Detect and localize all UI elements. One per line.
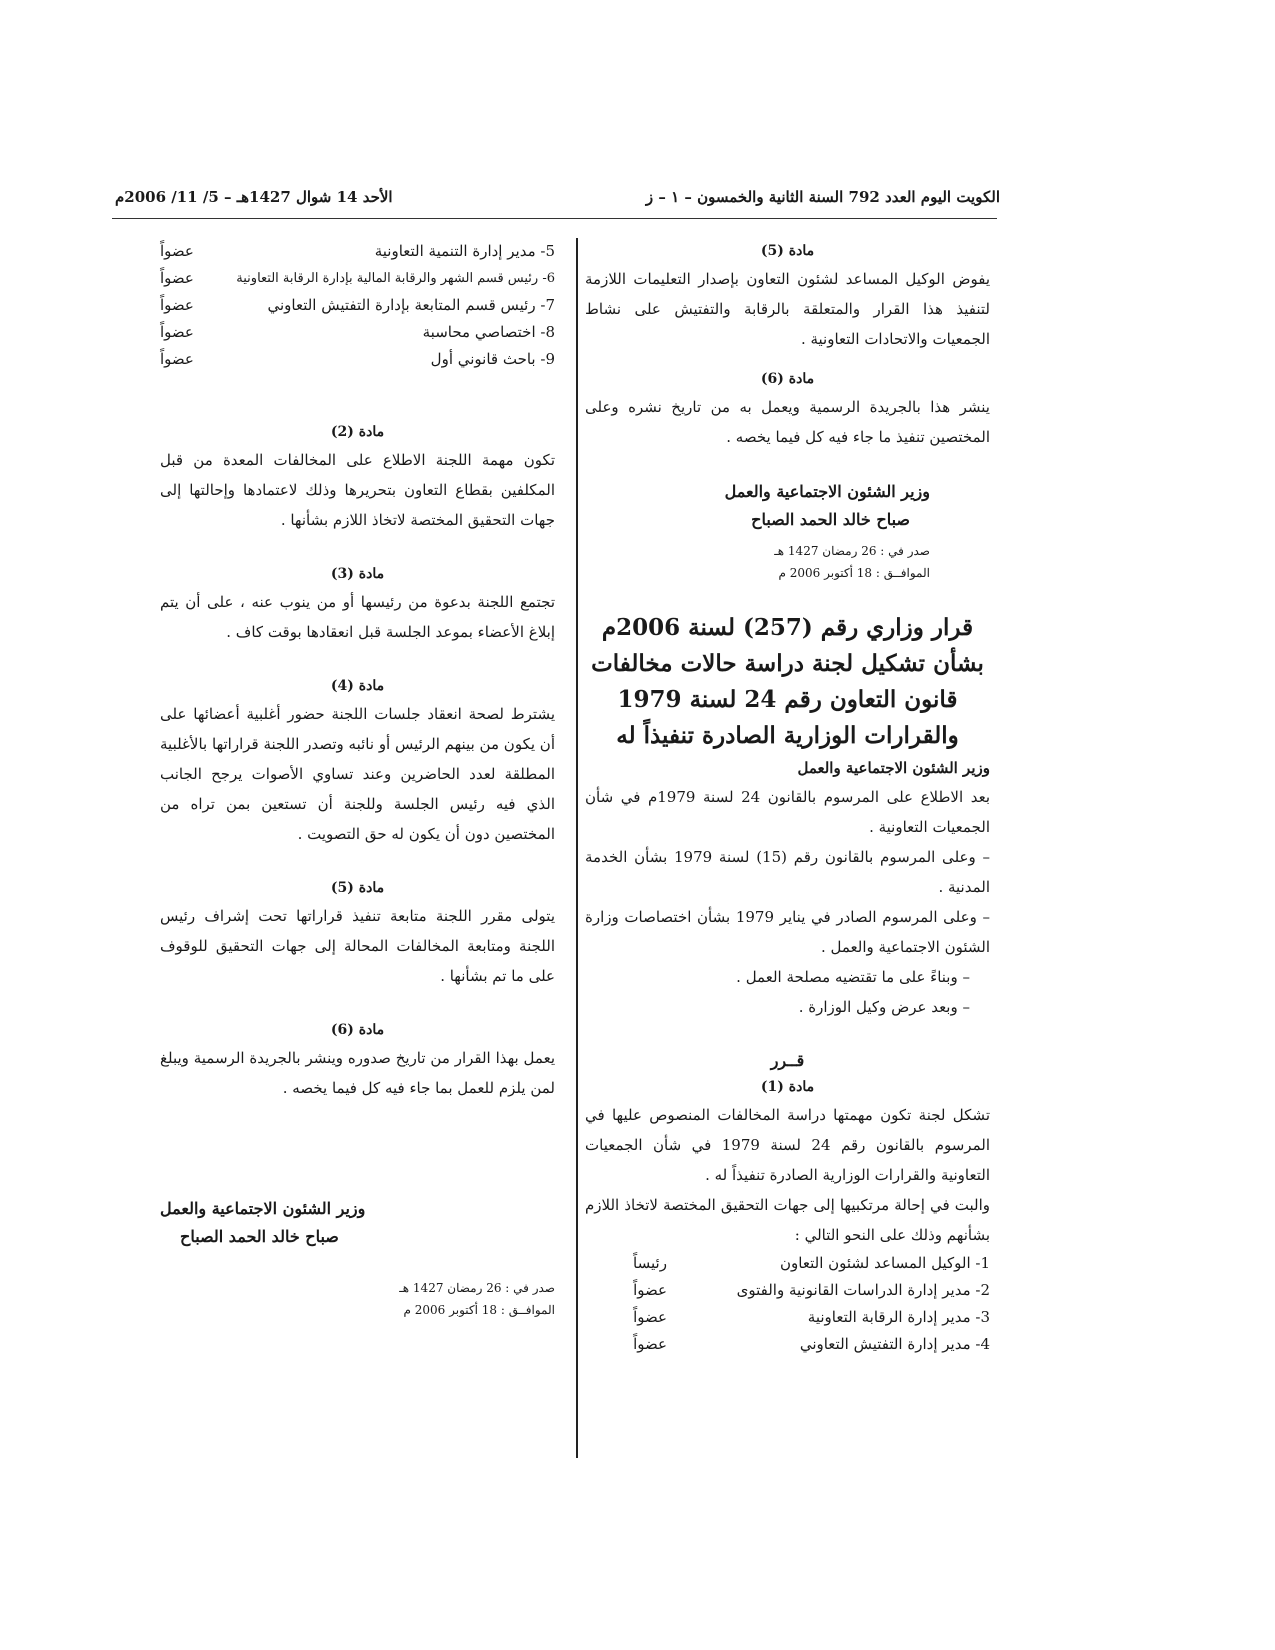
member-row: [160, 319, 555, 346]
member-row: [160, 265, 555, 292]
member-role: عضواً: [633, 1308, 667, 1326]
article-text: يشترط لصحة انعقاد جلسات اللجنة حضور أغلبية أعضائها على أن يكون من بينهم الرئيس أو نائبه وتصدر اللجنة قراراتها بالأغلبية المطلقة لعدد الحاضرين وعند تساوي الأصوات يرجح الجانب الذي فيه رئيس الجلسة وللجنة أن تستعين بمن تراه من المختصين دون أن يكون له حق التصويت .: [160, 705, 555, 843]
member-row: [160, 292, 555, 319]
preamble-line: بعد الاطلاع على المرسوم بالقانون 24 لسنة 1979م في شأن الجمعيات التعاونية .: [585, 788, 990, 836]
member-row: [615, 1277, 990, 1304]
member-name: 1- الوكيل المساعد لشئون التعاون: [780, 1254, 990, 1272]
corresponding-date: الموافــق : 18 أكتوبر 2006 م: [778, 566, 930, 580]
article-heading: مادة (2): [330, 424, 385, 440]
column-divider: [576, 238, 578, 1458]
member-row: [160, 346, 555, 373]
member-name: 5- مدير إدارة التنمية التعاونية: [374, 242, 555, 260]
header-issue-info: الكويت اليوم العدد 792 السنة الثانية والخمسون – ١ – ز: [645, 188, 1000, 206]
article-text: تشكل لجنة تكون مهمتها دراسة المخالفات المنصوص عليها في المرسوم بالقانون رقم 24 لسنة 1979 في شأن الجمعيات التعاونية والقرارات الوزارية الصادرة تنفيذاً له .: [585, 1106, 990, 1184]
member-name: 9- باحث قانوني أول: [430, 350, 555, 368]
article-text: تجتمع اللجنة بدعوة من رئيسها أو من ينوب عنه ، على أن يتم إبلاغ الأعضاء بموعد الجلسة قبل انعقادها بوقت كاف .: [160, 593, 555, 641]
member-role: عضواً: [160, 350, 194, 368]
signature-title: وزير الشئون الاجتماعية والعمل: [724, 482, 930, 501]
member-role: عضواً: [633, 1281, 667, 1299]
header-divider: [112, 218, 997, 219]
signature-name: صباح خالد الحمد الصباح: [180, 1227, 339, 1246]
member-row: [615, 1304, 990, 1331]
right-column: [585, 238, 990, 1358]
article-text: والبت في إحالة مرتكبيها إلى جهات التحقيق المختصة لاتخاذ اللازم بشأنهم وذلك على النحو التالي :: [585, 1196, 990, 1244]
member-name: 7- رئيس قسم المتابعة بإدارة التفتيش التعاوني: [267, 296, 555, 314]
decided-heading: قــرر: [770, 1051, 805, 1070]
member-name: 4- مدير إدارة التفتيش التعاوني: [799, 1335, 990, 1353]
member-row: [615, 1250, 990, 1277]
article-text: ينشر هذا بالجريدة الرسمية ويعمل به من تاريخ نشره وعلى المختصين تنفيذ ما جاء فيه كل فيما يخصه .: [585, 398, 990, 446]
signature-block: [160, 1195, 555, 1251]
article-heading: مادة (5): [760, 243, 815, 259]
member-role: عضواً: [633, 1335, 667, 1353]
article-heading: مادة (6): [330, 1022, 385, 1038]
date-block: [160, 1277, 555, 1321]
signature-title: وزير الشئون الاجتماعية والعمل: [160, 1199, 366, 1218]
issued-date: صدر في : 26 رمضان 1427 هـ: [399, 1281, 555, 1295]
decree-title: قرار وزاري رقم (257) لسنة 2006م بشأن تشكيل لجنة دراسة حالات مخالفات قانون التعاون رقم 24 لسنة 1979 والقرارات الوزارية الصادرة تنفيذاً له: [591, 614, 984, 749]
member-role: رئيساً: [633, 1254, 667, 1272]
preamble-line: – وبناءً على ما تقتضيه مصلحة العمل .: [736, 968, 970, 986]
signature-name: صباح خالد الحمد الصباح: [751, 510, 910, 529]
article-heading: مادة (1): [760, 1079, 815, 1095]
members-list: [160, 238, 555, 373]
member-name: 3- مدير إدارة الرقابة التعاونية: [807, 1308, 990, 1326]
header-date: الأحد 14 شوال 1427هـ – 5/ 11/ 2006م: [115, 188, 393, 206]
article-text: تكون مهمة اللجنة الاطلاع على المخالفات المعدة من قبل المكلفين بقطاع التعاون بتحريرها وذلك لاعتمادها وإحالتها إلى جهات التحقيق المختصة لاتخاذ اللازم بشأنها .: [160, 451, 555, 529]
member-role: عضواً: [160, 269, 194, 287]
signature-block: [585, 478, 990, 534]
member-name: 8- اختصاصي محاسبة: [422, 323, 555, 341]
member-role: عضواً: [160, 323, 194, 341]
article-heading: مادة (5): [330, 880, 385, 896]
preamble-line: – وبعد عرض وكيل الوزارة .: [798, 998, 970, 1016]
date-block: [585, 540, 990, 584]
preamble-line: – وعلى المرسوم بالقانون رقم (15) لسنة 1979 بشأن الخدمة المدنية .: [585, 848, 990, 896]
preamble-line: – وعلى المرسوم الصادر في يناير 1979 بشأن اختصاصات وزارة الشئون الاجتماعية والعمل .: [585, 908, 990, 956]
article-text: يتولى مقرر اللجنة متابعة تنفيذ قراراتها تحت إشراف رئيس اللجنة ومتابعة المخالفات المحالة إلى جهات التحقيق للوقوف على ما تم بشأنها .: [160, 907, 555, 985]
member-name: 2- مدير إدارة الدراسات القانونية والفتوى: [736, 1281, 990, 1299]
left-column: [160, 238, 555, 1321]
member-name: 6- رئيس قسم الشهر والرقابة المالية بإدارة الرقابة التعاونية: [236, 271, 555, 286]
corresponding-date: الموافــق : 18 أكتوبر 2006 م: [403, 1303, 555, 1317]
article-text: يفوض الوكيل المساعد لشئون التعاون بإصدار التعليمات اللازمة لتنفيذ هذا القرار والمتعلقة بالرقابة والتفتيش على نشاط الجمعيات والاتحادات التعاونية .: [585, 270, 990, 348]
article-text: يعمل بهذا القرار من تاريخ صدوره وينشر بالجريدة الرسمية ويبلغ لمن يلزم للعمل بما جاء فيه كل فيما يخصه .: [160, 1049, 555, 1097]
article-heading: مادة (3): [330, 566, 385, 582]
member-role: عضواً: [160, 296, 194, 314]
article-heading: مادة (4): [330, 678, 385, 694]
member-row: [615, 1331, 990, 1358]
member-role: عضواً: [160, 242, 194, 260]
member-row: [160, 238, 555, 265]
article-heading: مادة (6): [760, 371, 815, 387]
issued-date: صدر في : 26 رمضان 1427 هـ: [774, 544, 930, 558]
members-list: [585, 1250, 990, 1358]
minister-heading: وزير الشئون الاجتماعية والعمل: [797, 759, 990, 777]
